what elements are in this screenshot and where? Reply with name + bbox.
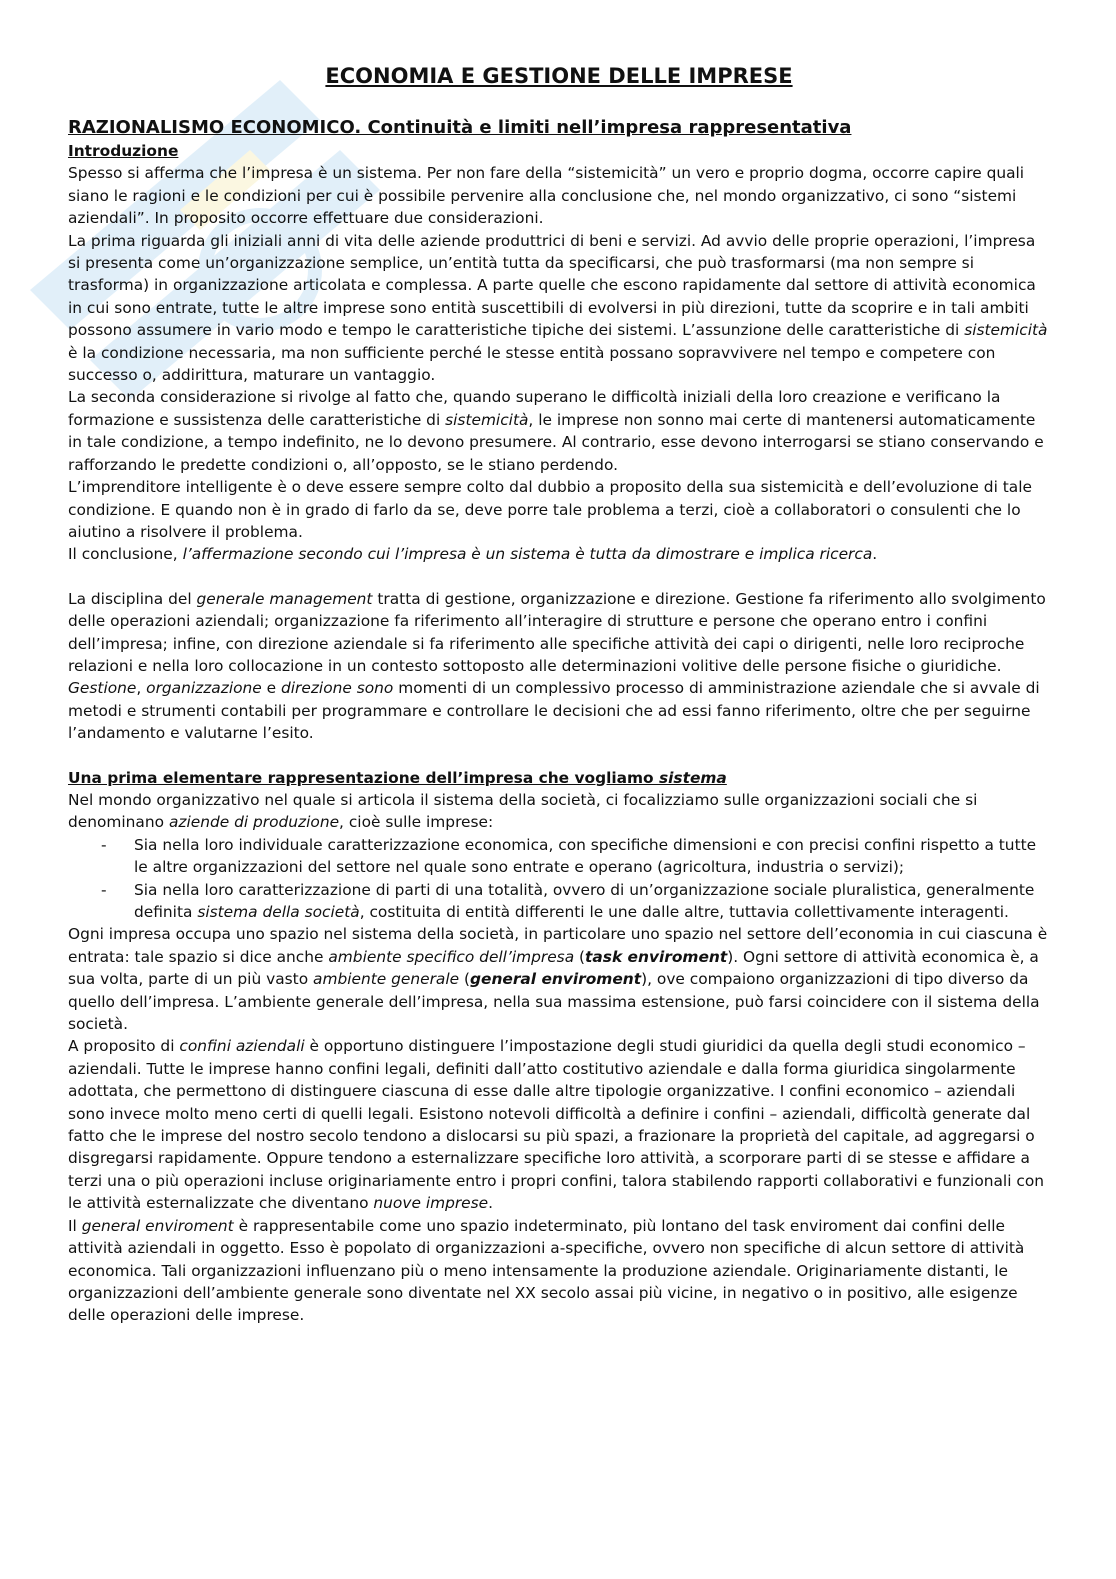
section2-intro: Nel mondo organizzativo nel quale si articola il sistema della società, ci focalizziamo sulle organizzazioni sociali che si denominano aziende di produzione, cioè sulle imprese: [68,790,978,832]
section2-list [68,834,1050,924]
intro-heading: Introduzione [68,142,179,160]
list-item: - Sia nella loro individuale caratterizzazione economica, con specifiche dimensioni e con precisi confini rispetto a tutte le altre organizzazioni del settore nel quale sono entrate e operano (agricoltura, industria o servizi); [68,834,1050,879]
intro-paragraph-2: La prima riguarda gli iniziali anni di vita delle aziende produttrici di beni e servizi. Ad avvio delle proprie operazioni, l’impresa si presenta come un’organizzazione semplice, un’entità tutta da specificarsi, che può trasformarsi (ma non sempre si trasforma) in organizzazione articolata e complessa. A parte quelle che escono rapidamente dal settore di attività economica in cui sono entrate, tutte le altre imprese sono entità suscettibili di evolversi in più direzioni, tutte da scoprire e in tali ambiti possono assumere in vario modo e tempo le caratteristiche tipiche dei sistemi. L’assunzione delle caratteristiche di sistemicità è la condizione necessaria, ma non sufficiente perché le stesse entità possano sopravvivere nel tempo e competere con successo o, addirittura, maturare un vantaggio. [68,231,1048,385]
document-title: ECONOMIA E GESTIONE DELLE IMPRESE [325,64,793,88]
intro-paragraph-4: L’imprenditore intelligente è o deve essere sempre colto dal dubbio a proposito della sua sistemicità e dell’evoluzione di tale condizione. E quando non è in grado di farlo da se, deve porre tale problema a terzi, cioè a collaboratori o consulenti che lo aiutino a risolvere il problema. [68,478,1032,541]
section2-paragraph-2: A proposito di confini aziendali è opportuno distinguere l’impostazione degli studi giuridici da quella degli studi economico – aziendali. Tutte le imprese hanno confini legali, definiti dall’atto costitutivo aziendale e dalla forma giuridica singolarmente adottata, che permettono di distinguere ciascuna di esse dalle altre tipologie organizzative. I confini economico – aziendali sono invece molto meno certi di quelli legali. Esistono notevoli difficoltà a definire i confini – aziendali, difficoltà generate dal fatto che le imprese del nostro secolo tendono a dislocarsi su più spazi, a frazionare la proprietà del capitale, ad aggregarsi o disgregarsi rapidamente. Oppure tendono a esternalizzare specifiche loro attività, a scorporare parti di se stesse e affidare a terzi una o più operazioni incluse originariamente entro i propri confini, talora stabilendo rapporti collaborativi e funzionali con le attività esternalizzate che diventano nuove imprese. [68,1037,1044,1213]
intro-paragraph-5: Il conclusione, l’affermazione secondo cui l’impresa è un sistema è tutta da dimostrare e implica ricerca. [68,545,878,564]
intro-paragraph-1: Spesso si afferma che l’impresa è un sistema. Per non fare della “sistemicità” un vero e proprio dogma, occorre capire quali siano le ragioni e le condizioni per cui è possibile pervenire alla conclusione che, nel mondo organizzativo, ci sono “sistemi aziendali”. In proposito occorre effettuare due considerazioni. [68,164,1025,228]
document-page [68,62,1050,1327]
intro-paragraph-3: La seconda considerazione si rivolge al fatto che, quando superano le difficoltà iniziali della loro creazione e verificano la formazione e sussistenza delle caratteristiche di sistemicità, le imprese non sonno mai certe di mantenersi automaticamente in tale condizione, a tempo indefinito, ne lo devono presumere. Al contrario, esse devono interrogarsi se stiano conservando e rafforzando le predette condizioni o, all’opposto, se le stiano perdendo. [68,388,1044,474]
list-item: - Sia nella loro caratterizzazione di parti di una totalità, ovvero di un’organizzazione sociale pluralistica, generalmente definita sistema della società, costituita di entità differenti le une dalle altre, tuttavia collettivamente interagenti. [68,879,1050,924]
section2-paragraph-3: Il general enviroment è rappresentabile come uno spazio indeterminato, più lontano del task enviroment dai confini delle attività aziendali in oggetto. Esso è popolato di organizzazioni a-specifiche, ovvero non specifiche di alcun settore di attività economica. Tali organizzazioni influenzano più o meno intensamente la produzione aziendale. Originariamente distanti, le organizzazioni dell’ambiente generale sono diventate nel XX secolo assai più vicine, in negativo o in positivo, alle esigenze delle operazioni delle imprese. [68,1216,1025,1325]
section-title: RAZIONALISMO ECONOMICO. Continuità e limiti nell’impresa rappresentativa [68,117,852,138]
management-paragraph: La disciplina del generale management tratta di gestione, organizzazione e direzione. Gestione fa riferimento allo svolgimento delle operazioni aziendali; organizzazione fa riferimento all’interagire di strutture e persone che operano entro i confini dell’impresa; infine, con direzione aziendale si fa riferimento alle specifiche attività dei capi o dirigenti, nelle loro reciproche relazioni e nella loro collocazione in un contesto sottoposto alle determinazioni volitive delle persone fisiche o giuridiche. Gestione, organizzazione e direzione sono momenti di un complessivo processo di amministrazione aziendale che si avvale di metodi e strumenti contabili per programmare e controllare le decisioni che ad essi fanno riferimento, oltre che per seguirne l’andamento e valutarne l’esito. [68,589,1046,743]
section2-paragraph-1: Ogni impresa occupa uno spazio nel sistema della società, in particolare uno spazio nel settore dell’economia in cui ciascuna è entrata: tale spazio si dice anche ambiente specifico dell’impresa (task enviroment). Ogni settore di attività economica è, a sua volta, parte di un più vasto ambiente generale (general enviroment), ove compaiono organizzazioni di tipo diverso da quello dell’impresa. L’ambiente generale dell’impresa, nella sua massima estensione, può farsi coincidere con il sistema della società. [68,925,1048,1034]
section2-heading: Una prima elementare rappresentazione dell’impresa che vogliamo sistema [68,768,727,787]
